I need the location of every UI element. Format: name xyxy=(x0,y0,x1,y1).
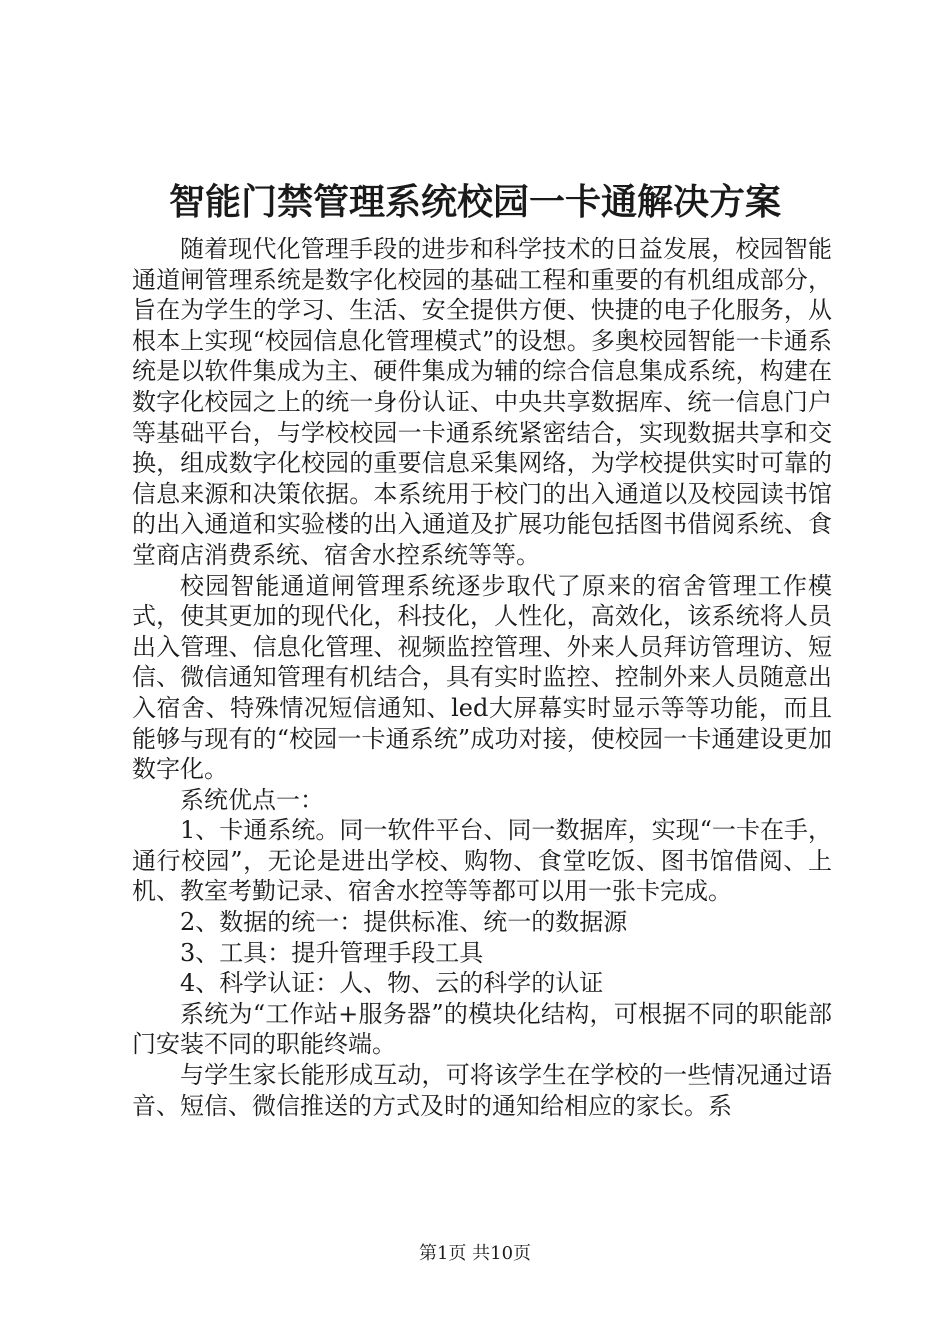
paragraph-system-overview: 校园智能通道闸管理系统逐步取代了原来的宿舍管理工作模式，使其更加的现代化，科技化，人性化，高效化，该系统将人员出入管理、信息化管理、视频监控管理、外来人员拜访管理访、短信、微信通知管理有机结合，具有实时监控、控制外来人员随意出入宿舍、特殊情况短信通知、led大屏幕实时显示等等功能，而且能够与现有的“校园一卡通系统”成功对接，使校园一卡通建设更加数字化。 xyxy=(132,571,832,784)
paragraph-parent-interaction: 与学生家长能形成互动，可将该学生在学校的一些情况通过语音、短信、微信推送的方式及时的通知给相应的家长。系 xyxy=(132,1061,832,1120)
paragraph-advantage-3: 3、工具：提升管理手段工具 xyxy=(180,938,484,967)
page-number-footer: 第1页 共10页 xyxy=(418,1243,532,1264)
paragraph-advantage-1: 1、卡通系统。同一软件平台、同一数据库，实现“一卡在手，通行校园”，无论是进出学校、购物、食堂吃饭、图书馆借阅、上机、教室考勤记录、宿舍水控等等都可以用一张卡完成。 xyxy=(132,816,832,906)
paragraph-advantage-2: 2、数据的统一：提供标准、统一的数据源 xyxy=(180,908,628,937)
paragraph-architecture: 系统为“工作站+服务器”的模块化结构，可根据不同的职能部门安装不同的职能终端。 xyxy=(132,999,832,1059)
paragraph-advantage-4: 4、科学认证：人、物、云的科学的认证 xyxy=(180,969,604,998)
paragraph-intro: 随着现代化管理手段的进步和科学技术的日益发展，校园智能通道闸管理系统是数字化校园的基础工程和重要的有机组成部分，旨在为学生的学习、生活、安全提供方便、快捷的电子化服务，从根本上实现“校园信息化管理模式”的设想。多奥校园智能一卡通系统是以软件集成为主、硬件集成为辅的综合信息集成系统，构建在数字化校园之上的统一身份认证、中央共享数据库、统一信息门户等基础平台，与学校校园一卡通系统紧密结合，实现数据共享和交换，组成数字化校园的重要信息采集网络，为学校提供实时可靠的信息来源和决策依据。本系统用于校门的出入通道以及校园读书馆的出入通道和实验楼的出入通道及扩展功能包括图书借阅系统、食堂商店消费系统、宿舍水控系统等等。 xyxy=(132,235,832,569)
document-title: 智能门禁管理系统校园一卡通解决方案 xyxy=(168,181,781,223)
paragraph-advantages-heading: 系统优点一： xyxy=(180,785,324,814)
document-body xyxy=(132,234,832,1121)
